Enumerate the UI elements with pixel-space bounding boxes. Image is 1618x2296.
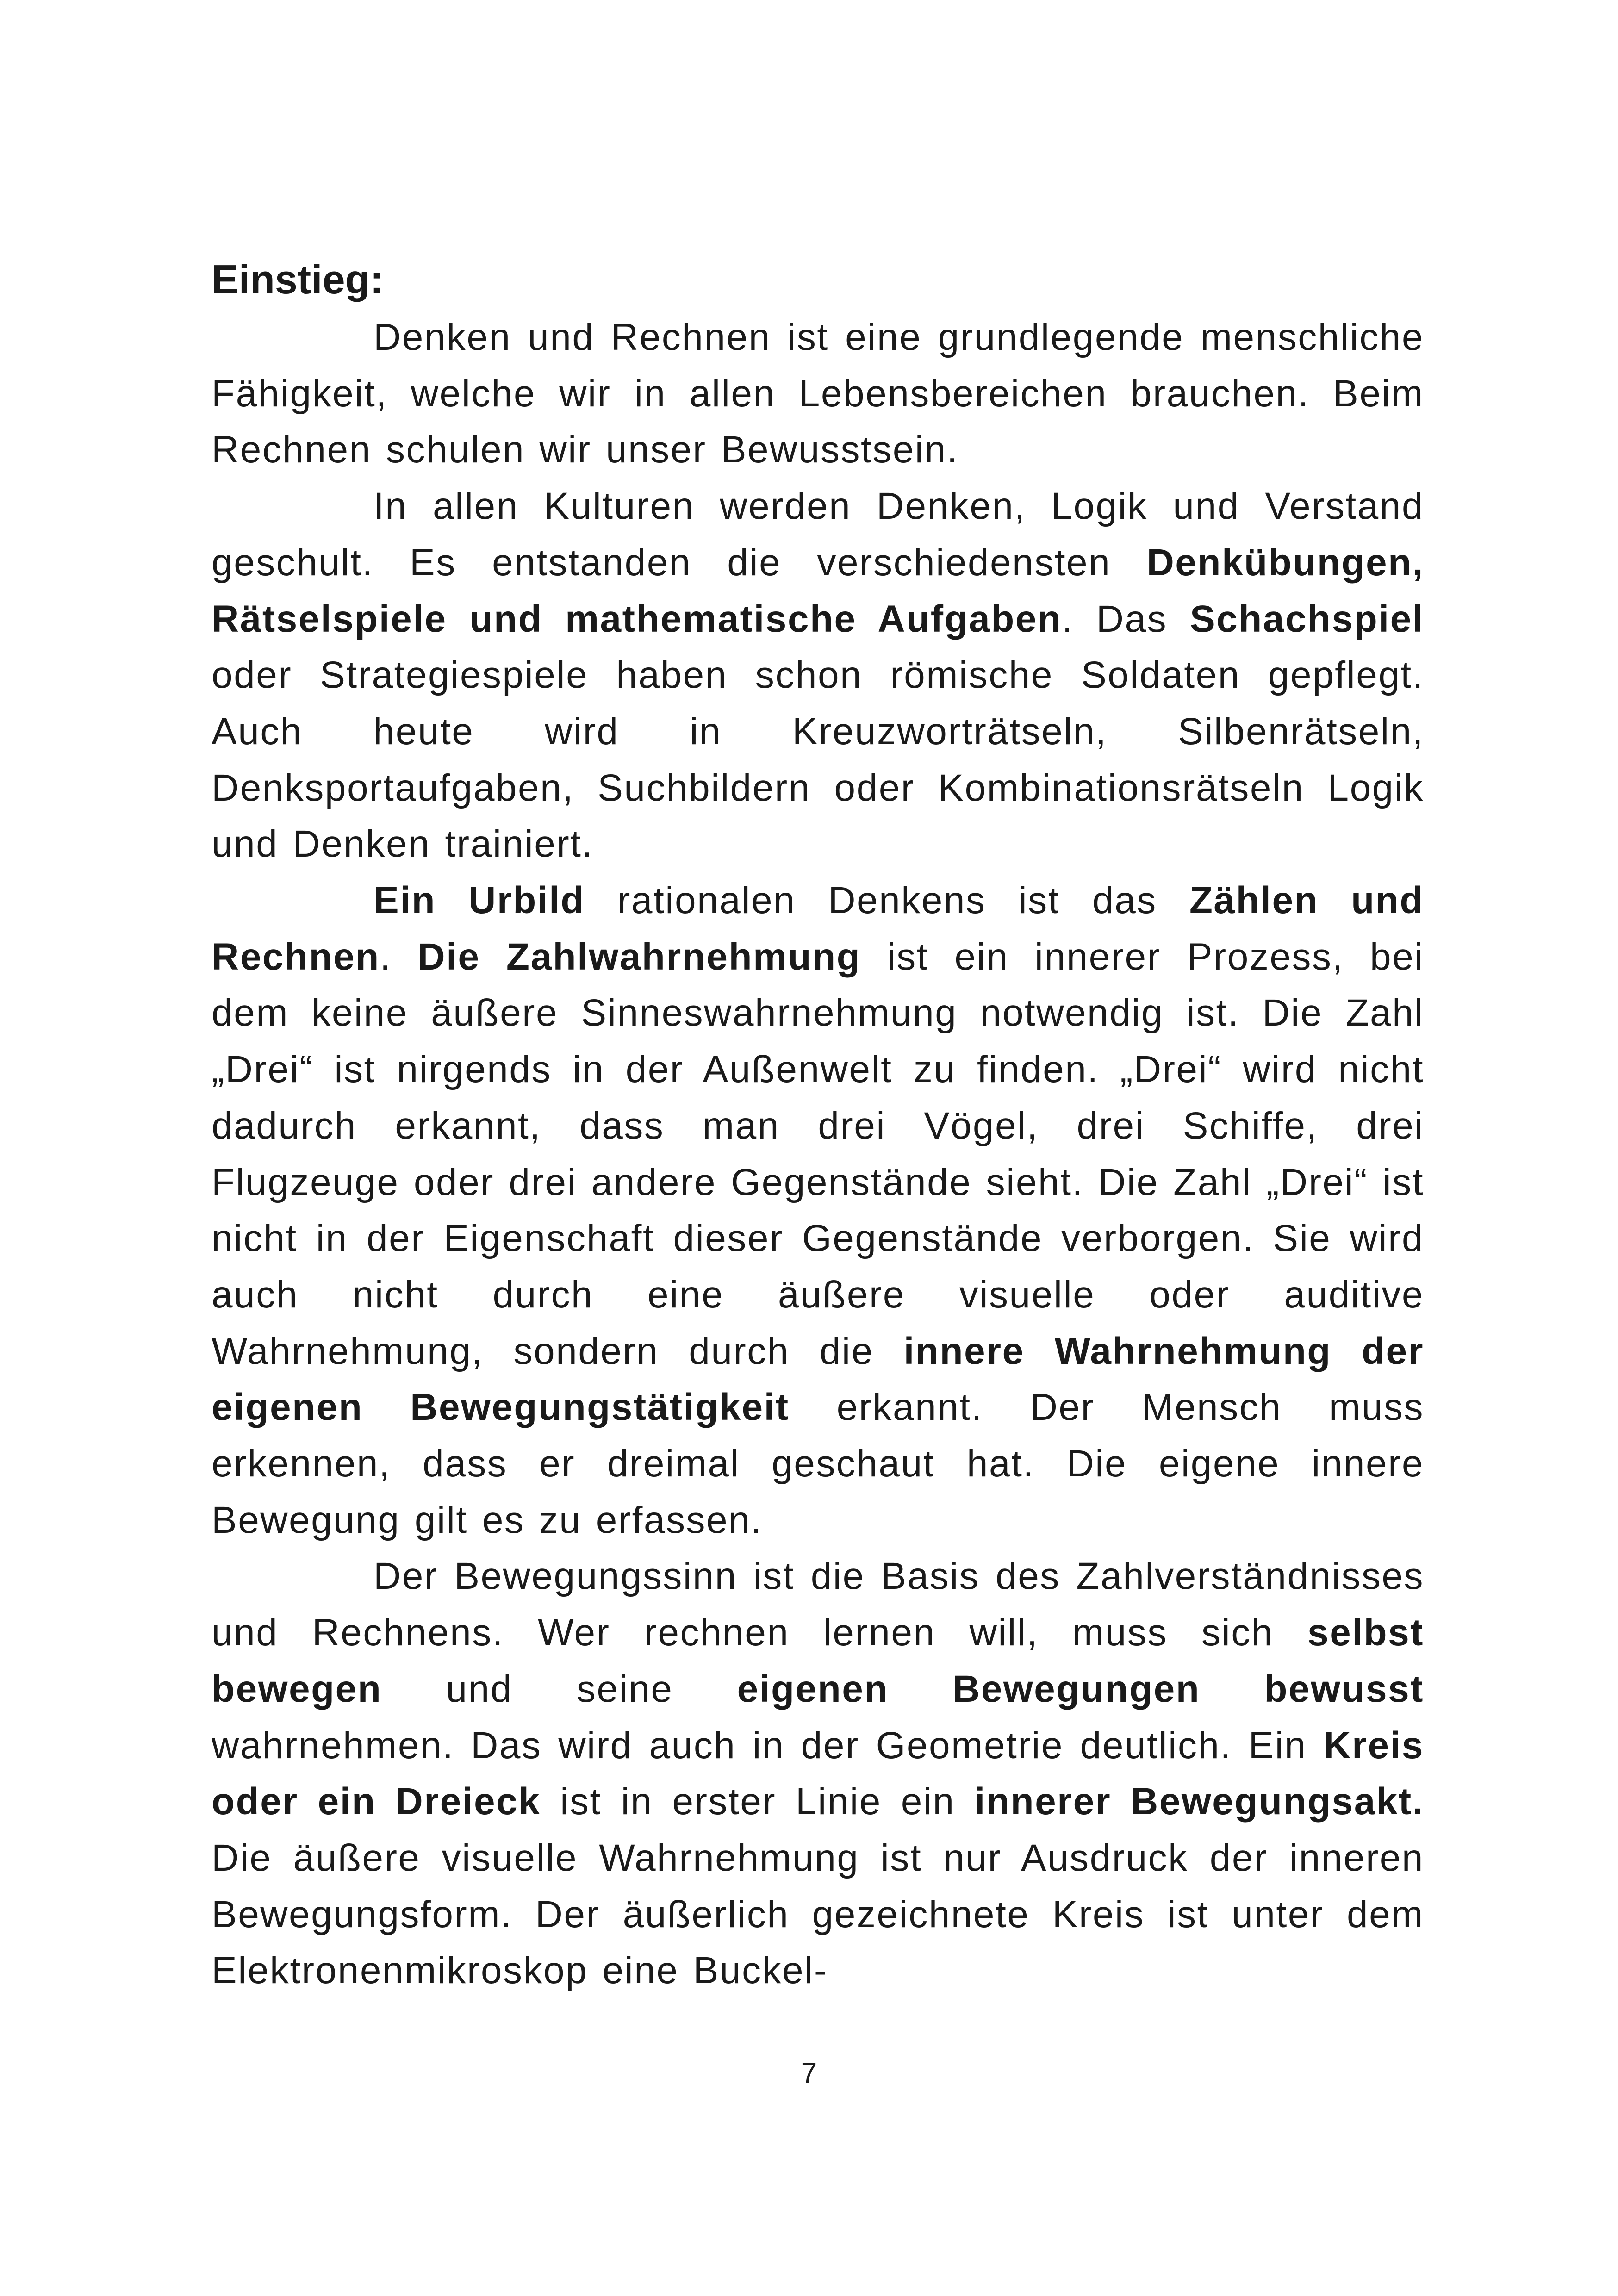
text-run: erkannt. Der Mensch muss erkennen, dass er dreimal geschaut hat. Die eigene innere Bewegung gilt es zu erfassen. (212, 1386, 1425, 1541)
page-content (212, 250, 1424, 1999)
emphasized-text: innerer Bewegungsakt. (974, 1780, 1425, 1823)
paragraph (212, 1548, 1424, 1999)
paragraph (212, 872, 1424, 1548)
text-run: wahrnehmen. Das wird auch in der Geometrie deutlich. Ein (212, 1724, 1324, 1767)
emphasized-text: Ein Urbild (373, 879, 585, 922)
emphasized-text: Zählen und Rechnen (212, 879, 1424, 978)
emphasized-text: Die Zahlwahrnehmung (417, 935, 861, 978)
text-run: ist ein innerer Prozess, bei dem keine äußere Sinneswahrnehmung notwendig ist. Die Zahl „Drei“ ist nirgends in der Außenwelt zu finden. „Drei“ wird nicht dadurch erkannt, dass man drei Vögel, drei Schiffe, drei Flugzeuge oder drei andere Gegenstände sieht. Die Zahl „Drei“ ist nicht in der Eigenschaft dieser Gegenstände verborgen. Sie wird auch nicht durch eine äußere visuelle oder auditive Wahrnehmung, sondern durch die (212, 935, 1424, 1372)
text-run: Die äußere visuelle Wahrnehmung ist nur Ausdruck der inneren Bewegungsform. Der äußerlich gezeichnete Kreis ist unter dem Elektronenmikroskop eine Buckel- (212, 1836, 1424, 1992)
text-run: . Das (1062, 597, 1190, 640)
emphasized-text: innere Wahrnehmung der eigenen Bewegungstätigkeit (212, 1330, 1425, 1429)
text-run: rationalen Denkens ist das (585, 879, 1189, 922)
text-run: ist in erster Linie ein (541, 1780, 975, 1823)
text-run: oder Strategiespiele haben schon römische Soldaten gepflegt. Auch heute wird in Kreuzworträtseln, Silbenrätseln, Denksportaufgaben, Suchbildern oder Kombinationsrätseln Logik und Denken trainiert. (212, 654, 1424, 865)
paragraph (212, 478, 1424, 872)
emphasized-text: Denkübungen, Rätselspiele und mathematische Aufgaben (212, 541, 1424, 640)
text-run: und seine (382, 1668, 737, 1710)
section-heading: Einstieg: (212, 256, 384, 302)
text-run: Denken und Rechnen ist eine grundlegende menschliche Fähigkeit, welche wir in allen Lebensbereichen brauchen. Beim Rechnen schulen wir unser Bewusstsein. (212, 316, 1424, 471)
text-run: . (380, 935, 418, 978)
paragraph (212, 309, 1424, 478)
emphasized-text: Schachspiel (1189, 597, 1424, 640)
emphasized-text: selbst bewegen (212, 1612, 1424, 1710)
emphasized-text: eigenen Bewegungen bewusst (737, 1668, 1424, 1710)
page-number: 7 (801, 2057, 817, 2089)
text-run: Der Bewegungssinn ist die Basis des Zahlverständnisses und Rechnens. Wer rechnen lernen will, muss sich (212, 1555, 1424, 1654)
text-run: In allen Kulturen werden Denken, Logik und Verstand geschult. Es entstanden die verschiedensten (212, 485, 1424, 584)
emphasized-text: Kreis oder ein Dreieck (212, 1724, 1424, 1823)
